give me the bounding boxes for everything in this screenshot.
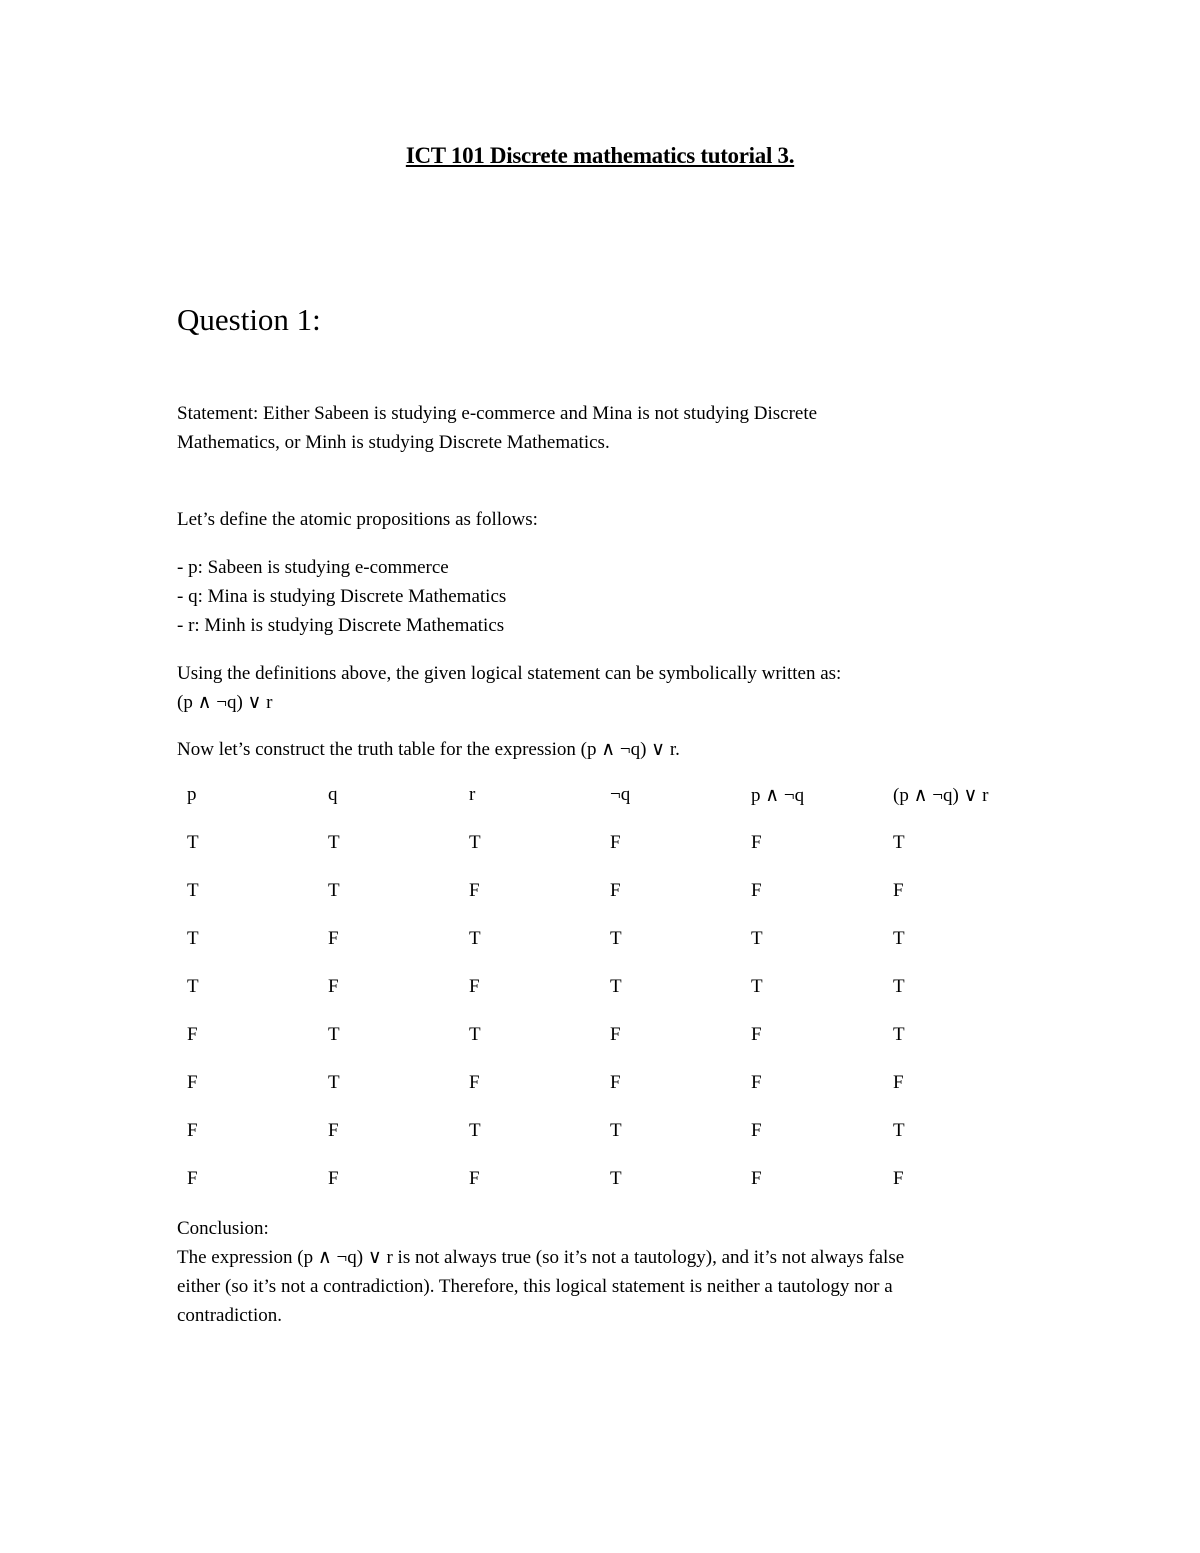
table-cell: F — [328, 1120, 339, 1141]
table-row — [0, 832, 1200, 862]
table-cell: T — [469, 928, 481, 949]
table-cell: F — [469, 976, 480, 997]
table-cell: F — [187, 1168, 198, 1189]
table-cell: T — [187, 832, 199, 853]
table-cell: T — [187, 880, 199, 901]
header-cell: ¬q — [610, 784, 631, 805]
table-cell: F — [328, 1168, 339, 1189]
table-cell: T — [328, 1024, 340, 1045]
table-cell: T — [328, 880, 340, 901]
table-cell: F — [751, 832, 762, 853]
conclusion-label: Conclusion: — [177, 1218, 269, 1239]
table-cell: F — [328, 976, 339, 997]
definitions-intro: Let’s define the atomic propositions as follows: — [177, 509, 538, 530]
table-cell: F — [751, 1024, 762, 1045]
header-cell: p — [187, 784, 197, 805]
table-cell: T — [469, 832, 481, 853]
table-cell: T — [610, 976, 622, 997]
table-cell: F — [469, 1072, 480, 1093]
table-row — [0, 1168, 1200, 1198]
table-row — [0, 1120, 1200, 1150]
table-cell: T — [469, 1120, 481, 1141]
table-cell: F — [469, 1168, 480, 1189]
table-cell: F — [187, 1072, 198, 1093]
question-heading: Question 1: — [177, 302, 321, 337]
table-cell: T — [751, 976, 763, 997]
conclusion-line-3: contradiction. — [177, 1305, 282, 1326]
document-title: ICT 101 Discrete mathematics tutorial 3. — [405, 143, 795, 168]
table-cell: F — [610, 1024, 621, 1045]
table-cell: T — [469, 1024, 481, 1045]
definition-r: - r: Minh is studying Discrete Mathematics — [177, 615, 505, 636]
header-cell: p ∧ ¬q — [751, 785, 805, 806]
header-cell: r — [469, 784, 476, 805]
table-cell: F — [751, 880, 762, 901]
table-row — [0, 928, 1200, 958]
table-cell: F — [610, 1072, 621, 1093]
table-intro: Now let’s construct the truth table for the expression (p ∧ ¬q) ∨ r. — [177, 739, 680, 760]
table-cell: T — [187, 976, 199, 997]
table-cell: T — [610, 1120, 622, 1141]
truth-table-header-row — [0, 784, 1200, 814]
table-cell: T — [893, 976, 905, 997]
conclusion-line-2: either (so it’s not a contradiction). Therefore, this logical statement is neither a tautology nor a — [177, 1276, 893, 1297]
conclusion-line-1: The expression (p ∧ ¬q) ∨ r is not always true (so it’s not a tautology), and it’s not always false — [177, 1247, 905, 1268]
definition-q: - q: Mina is studying Discrete Mathematics — [177, 586, 507, 607]
statement-line-1: Statement: Either Sabeen is studying e-commerce and Mina is not studying Discrete — [177, 403, 818, 424]
table-cell: F — [610, 832, 621, 853]
definition-p: - p: Sabeen is studying e-commerce — [177, 557, 449, 578]
table-row — [0, 1072, 1200, 1102]
table-cell: T — [893, 1120, 905, 1141]
table-cell: T — [610, 928, 622, 949]
table-cell: F — [893, 1072, 904, 1093]
table-cell: F — [751, 1120, 762, 1141]
symbolic-line-1: Using the definitions above, the given logical statement can be symbolically written as: — [177, 663, 842, 684]
table-cell: F — [469, 880, 480, 901]
table-cell: F — [893, 1168, 904, 1189]
table-cell: F — [328, 928, 339, 949]
table-cell: F — [187, 1120, 198, 1141]
table-cell: T — [893, 928, 905, 949]
table-cell: T — [893, 1024, 905, 1045]
table-cell: F — [610, 880, 621, 901]
table-cell: F — [187, 1024, 198, 1045]
table-row — [0, 880, 1200, 910]
table-cell: T — [751, 928, 763, 949]
table-row — [0, 976, 1200, 1006]
statement-line-2: Mathematics, or Minh is studying Discrete Mathematics. — [177, 432, 610, 453]
table-row — [0, 1024, 1200, 1054]
table-cell: F — [751, 1072, 762, 1093]
table-cell: F — [751, 1168, 762, 1189]
table-cell: F — [893, 880, 904, 901]
symbolic-expression: (p ∧ ¬q) ∨ r — [177, 692, 273, 713]
table-cell: T — [893, 832, 905, 853]
header-cell: (p ∧ ¬q) ∨ r — [893, 785, 989, 806]
table-cell: T — [610, 1168, 622, 1189]
header-cell: q — [328, 784, 338, 805]
table-cell: T — [187, 928, 199, 949]
table-cell: T — [328, 832, 340, 853]
table-cell: T — [328, 1072, 340, 1093]
